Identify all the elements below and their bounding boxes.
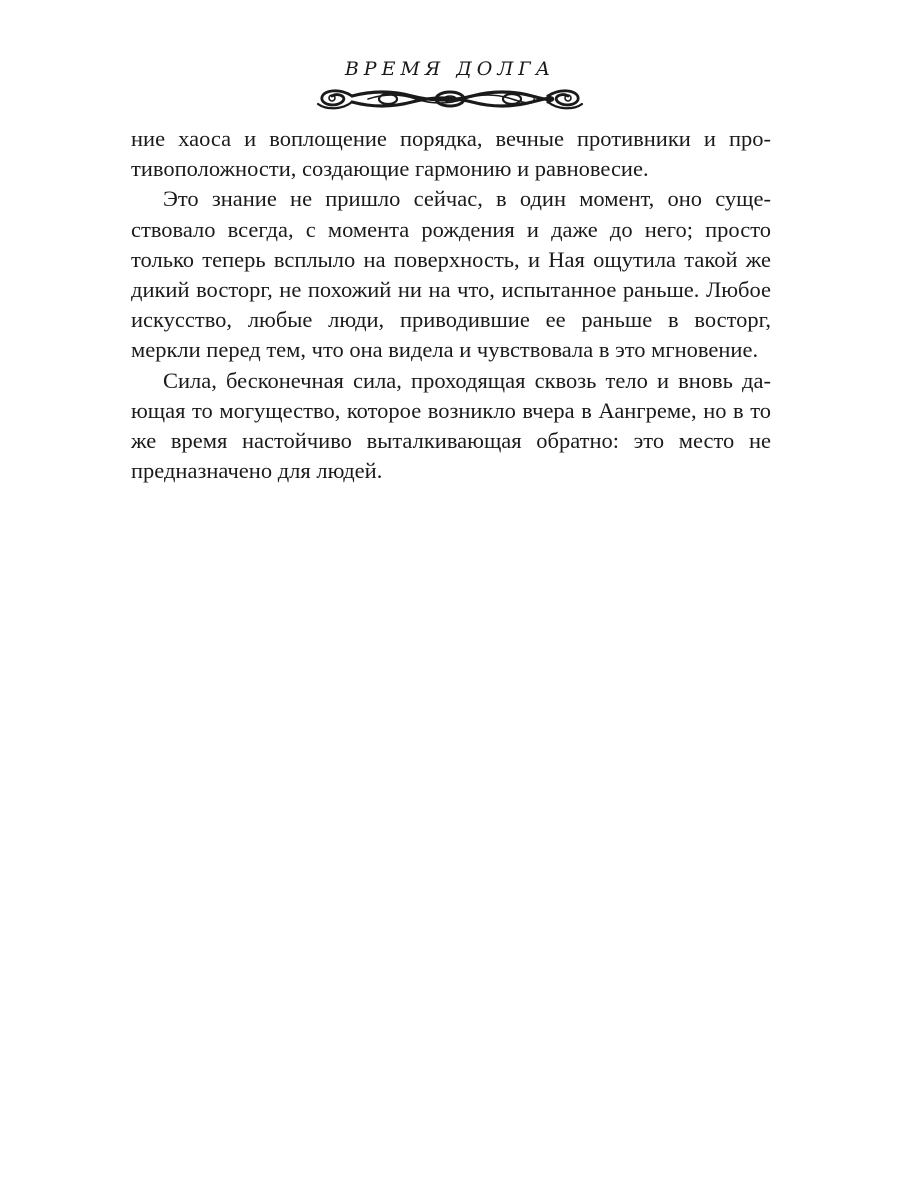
paragraph: Это знание не пришло сейчас, в один момент, оно существовало всегда, с момента рождения и даже до него; просто только теперь всплыло на поверхность, и Ная ощутила такой же дикий восторг, не похожий ни на что, испытанное раньше. Любое искусство, любые люди, приводившие ее раньше в восторг, меркли перед тем, что она видела и чувствовала в это мгновение. [131, 186, 771, 363]
paragraph: Сила, бесконечная сила, проходящая сквозь тело и вновь дающая то могущество, которое возникло вчера в Аангреме, но в то же время настойчиво выталкивающая обратно: это место не предназначено для людей. [131, 367, 771, 484]
running-head: ВРЕМЯ ДОЛГА [344, 58, 556, 80]
body-text [131, 124, 771, 486]
knotwork-ornament-icon [312, 84, 588, 114]
paragraph: ние хаоса и воплощение порядка, вечные противники и противоположности, создающие гармонию и равновесие. [131, 126, 771, 182]
